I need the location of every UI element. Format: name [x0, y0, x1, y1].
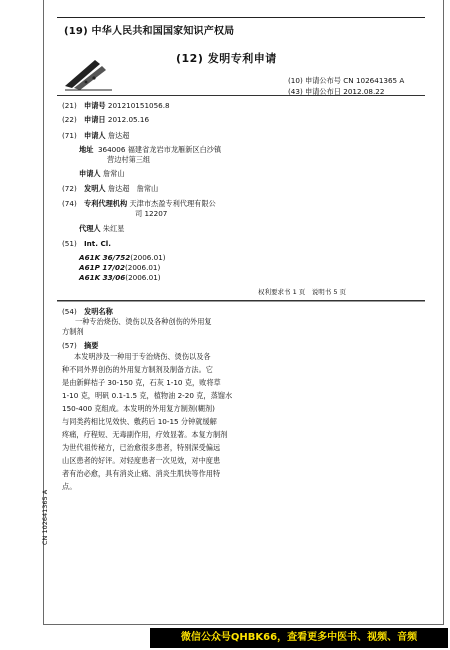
agent: 代理人 朱红星 — [79, 224, 125, 233]
abstract-line: 与同类药相比见效快、敷药后 10-15 分钟就缓解 — [62, 417, 217, 426]
section-rule-thin — [57, 301, 425, 302]
issuing-authority: (19) 中华人民共和国国家知识产权局 — [64, 26, 235, 37]
abstract-line: 为世代祖传秘方，已治愈很多患者，特别深受偏远 — [62, 443, 221, 452]
document-type: (12) 发明专利申请 — [176, 52, 277, 65]
agency-line2: 司 12207 — [135, 209, 168, 218]
abstract-heading: (57) 摘要 — [62, 341, 99, 350]
side-publication-number: CN 102641365 A — [41, 489, 49, 545]
publication-number: (10) 申请公布号 CN 102641365 A — [288, 76, 405, 85]
invention-title: 一种专治烧伤、烫伤以及各种创伤的外用复 — [75, 317, 212, 326]
top-rule — [57, 17, 425, 18]
abstract-line: 是由新鲜桔子 30-150 克，石灰 1-10 克，败将草 — [62, 378, 221, 387]
field-71: (71) 申请人 詹达超 — [62, 131, 130, 140]
promo-banner[interactable]: 微信公众号QHBK66，查看更多中医书、视频、音频 — [150, 628, 448, 648]
invention-title-line2: 方制剂 — [62, 327, 84, 336]
abstract-line: 山区患者的好评。对轻度患者一次见效，对中度患 — [62, 456, 221, 465]
header-rule — [57, 95, 425, 96]
ipc-class: A61P 17/02(2006.01) — [79, 263, 161, 272]
abstract-line: 本发明涉及一种用于专治烧伤、烫伤以及各 — [74, 352, 211, 361]
abstract-line: 种不同外界创伤的外用复方制剂及制备方法。它 — [62, 365, 213, 374]
abstract-line: 1-10 克，明矾 0.1-1.5 克，植物油 2-20 克，蒸馏水 — [62, 391, 233, 400]
applicant-address-line2: 营边村第三组 — [107, 155, 151, 164]
title-heading: (54) 发明名称 — [62, 307, 113, 316]
sipo-logo-icon — [60, 52, 120, 92]
pages-note: 权利要求书 1 页 说明书 5 页 — [258, 288, 347, 296]
abstract-line: 者有治必愈，具有消炎止痛、消炎生肌快等作用特 — [62, 469, 221, 478]
applicant-address: 地址 364006 福建省龙岩市龙雁新区白沙镇 — [79, 145, 222, 154]
field-51: (51) Int. Cl. — [62, 239, 111, 248]
publication-date: (43) 申请公布日 2012.08.22 — [288, 87, 385, 96]
field-72: (72) 发明人 詹达超 詹常山 — [62, 184, 159, 193]
abstract-line: 疼痛，疗程短、无毒副作用，疗效显著。本复方制剂 — [62, 430, 228, 439]
field-74: (74) 专利代理机构 天津市杰盈专利代理有限公 — [62, 199, 216, 208]
field-21: (21) 申请号 201210151056.8 — [62, 101, 170, 110]
abstract-line: 150-400 克组成。本发明的外用复方制剂(糊剂) — [62, 404, 215, 413]
ipc-class: A61K 36/752(2006.01) — [79, 253, 166, 262]
ipc-class: A61K 33/06(2006.01) — [79, 273, 161, 282]
second-applicant: 申请人 詹常山 — [79, 169, 125, 178]
abstract-line: 点。 — [62, 482, 77, 491]
field-22: (22) 申请日 2012.05.16 — [62, 115, 150, 124]
